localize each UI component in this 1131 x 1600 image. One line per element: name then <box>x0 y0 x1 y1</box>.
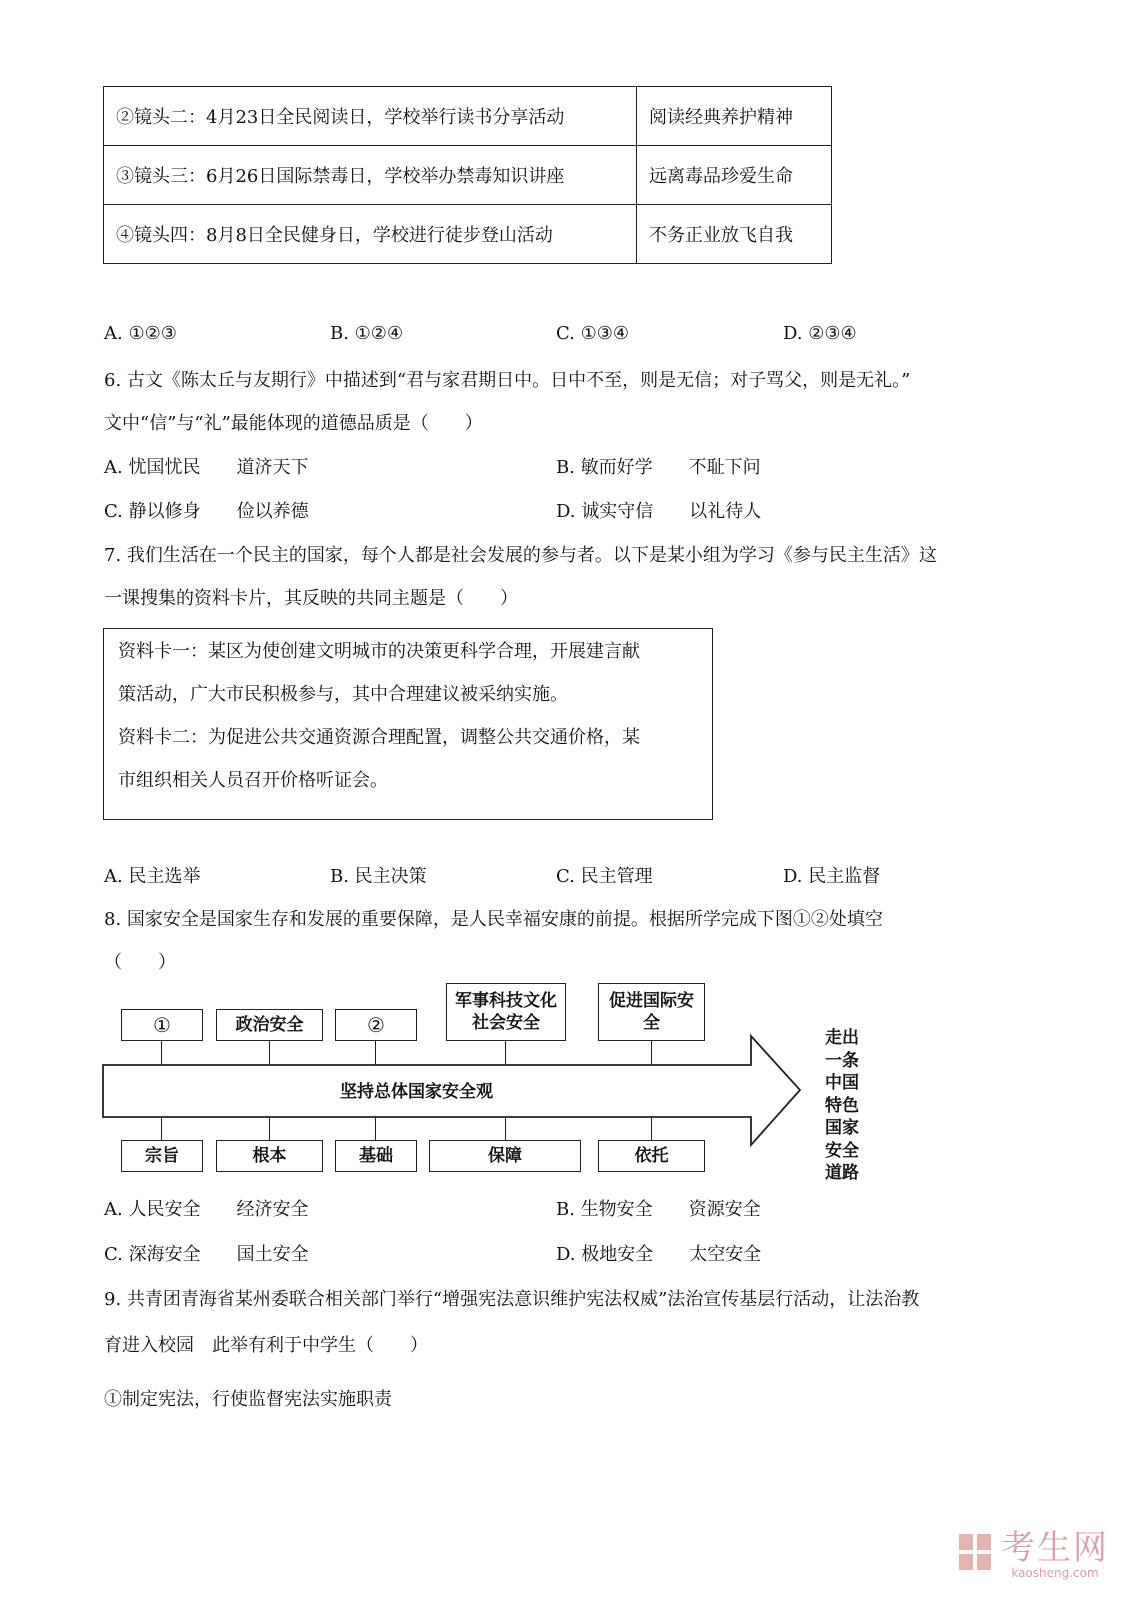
q7-option-b: B. 民主决策 <box>330 866 427 887</box>
q8-option-b: B. 生物安全 资源安全 <box>556 1199 761 1220</box>
table-cell-scene: ②镜头二：4月23日全民阅读日，学校举行读书分享活动 <box>104 87 637 146</box>
q6-option-c: C. 静以修身 俭以养德 <box>104 501 309 522</box>
watermark-subtext: kaosheng.com <box>1011 1566 1099 1580</box>
q9-item-1: ①制定宪法，行使监督宪法实施职责 <box>104 1389 392 1410</box>
diagram-top-box-military: 军事科技文化社会安全 <box>446 983 566 1041</box>
connector <box>505 1117 506 1140</box>
q6-stem-line2: 文中“信”与“礼”最能体现的道德品质是（ ） <box>104 413 483 434</box>
card-line: 市组织相关人员召开价格听证会。 <box>118 770 388 791</box>
diagram-bottom-box-basis: 基础 <box>335 1140 417 1172</box>
connector <box>269 1117 270 1140</box>
watermark <box>1001 1530 1109 1580</box>
diagram-bottom-box-purpose: 宗旨 <box>121 1140 203 1172</box>
connector <box>161 1117 162 1140</box>
q7-stem-line2: 一课搜集的资料卡片，其反映的共同主题是（ ） <box>104 588 518 609</box>
q6-option-a: A. 忧国忧民 道济天下 <box>104 457 309 478</box>
diagram-side-text: 走出一条中国特色国家安全道路 <box>825 1028 859 1183</box>
q8-option-d: D. 极地安全 太空安全 <box>556 1244 762 1265</box>
connector <box>161 1041 162 1065</box>
table-cell-meaning: 阅读经典养护精神 <box>637 87 832 146</box>
q7-option-d: D. 民主监督 <box>783 866 881 887</box>
q7-stem-line1: 7. 我们生活在一个民主的国家，每个人都是社会发展的参与者。以下是某小组为学习《参与民主生活》这 <box>104 545 937 566</box>
diagram-bottom-box-guarantee: 保障 <box>429 1140 581 1172</box>
q5-option-b: B. ①②④ <box>330 323 404 344</box>
q5-option-a: A. ①②③ <box>104 323 177 344</box>
connector <box>269 1041 270 1065</box>
connector <box>651 1041 652 1065</box>
connector <box>375 1117 376 1140</box>
diagram-top-box-blank-1: ① <box>121 1009 203 1041</box>
connector <box>375 1041 376 1065</box>
card-line: 资料卡二：为促进公共交通资源合理配置，调整公共交通价格，某 <box>118 727 640 748</box>
q9-stem-line1: 9. 共青团青海省某州委联合相关部门举行“增强宪法意识维护宪法权威”法治宣传基层行活动，让法治教 <box>104 1289 920 1310</box>
arrow-label: 坚持总体国家安全观 <box>340 1082 493 1102</box>
q5-option-c: C. ①③④ <box>556 323 629 344</box>
connector <box>651 1117 652 1140</box>
q7-option-c: C. 民主管理 <box>556 866 653 887</box>
diagram-top-box-blank-2: ② <box>335 1009 417 1041</box>
card-line: 策活动，广大市民积极参与，其中合理建议被采纳实施。 <box>118 684 568 705</box>
card-line: 资料卡一：某区为使创建文明城市的决策更科学合理，开展建言献 <box>118 641 640 662</box>
table-cell-meaning: 不务正业放飞自我 <box>637 205 832 264</box>
q5-option-d: D. ②③④ <box>783 323 857 344</box>
table-cell-scene: ④镜头四：8月8日全民健身日，学校进行徒步登山活动 <box>104 205 637 264</box>
q9-stem-line2: 育进入校园 此举有利于中学生（ ） <box>104 1335 428 1356</box>
q7-option-a: A. 民主选举 <box>104 866 201 887</box>
table-cell-meaning: 远离毒品珍爱生命 <box>637 146 832 205</box>
q8-option-a: A. 人民安全 经济安全 <box>104 1199 309 1220</box>
connector <box>505 1041 506 1065</box>
q6-option-d: D. 诚实守信 以礼待人 <box>556 501 762 522</box>
diagram-bottom-box-foundation: 根本 <box>216 1140 323 1172</box>
diagram-top-box-international: 促进国际安全 <box>598 983 705 1041</box>
q6-option-b: B. 敏而好学 不耻下问 <box>556 457 761 478</box>
q8-stem-line2: （ ） <box>104 952 176 973</box>
watermark-text: 考生网 <box>1001 1528 1109 1568</box>
watermark-logo-icon <box>957 1532 993 1572</box>
q8-stem-line1: 8. 国家安全是国家生存和发展的重要保障，是人民幸福安康的前提。根据所学完成下图①②处填空 <box>104 909 883 930</box>
q8-option-c: C. 深海安全 国土安全 <box>104 1244 309 1265</box>
diagram-top-box-politics: 政治安全 <box>216 1009 323 1041</box>
q6-stem-line1: 6. 古文《陈太丘与友期行》中描述到“君与家君期日中。日中不至，则是无信；对子骂父，则是无礼。” <box>104 370 911 391</box>
table-cell-scene: ③镜头三：6月26日国际禁毒日，学校举办禁毒知识讲座 <box>104 146 637 205</box>
diagram-bottom-box-support: 依托 <box>598 1140 705 1172</box>
